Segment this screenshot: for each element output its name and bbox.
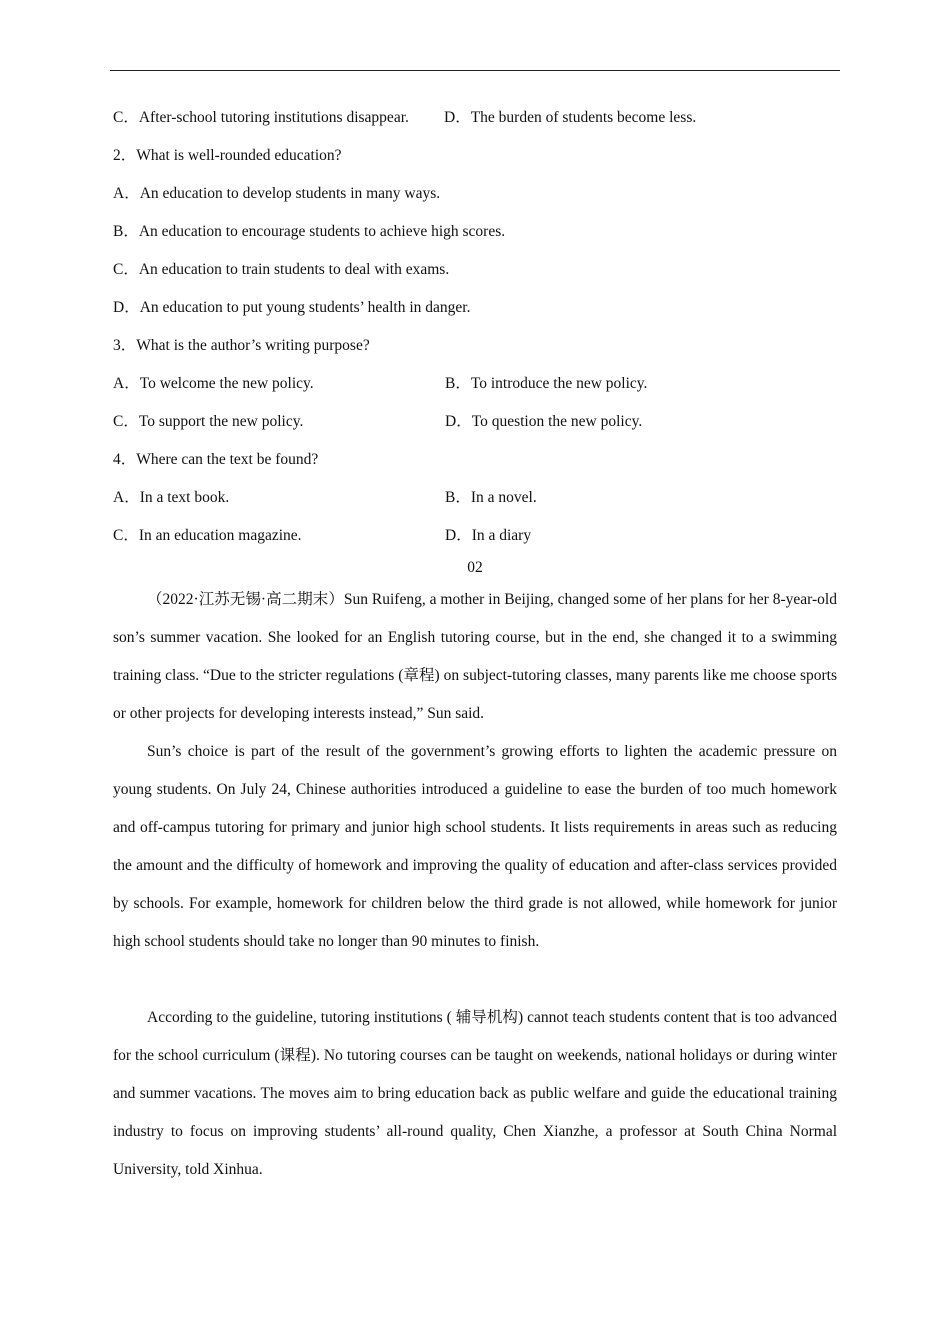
q3-option-a[interactable]: A．To welcome the new policy.	[113, 375, 314, 392]
q3-option-d[interactable]: D．To question the new policy.	[445, 413, 643, 430]
passage-number: 02	[467, 559, 483, 576]
q1-option-c[interactable]: C．After-school tutoring institutions disappear.	[113, 109, 409, 126]
q4-option-c[interactable]: C．In an education magazine.	[113, 527, 302, 544]
q4-option-a[interactable]: A．In a text book.	[113, 489, 230, 506]
passage-paragraph-2	[113, 733, 837, 961]
q2-question: 2．What is well-rounded education?	[113, 147, 342, 164]
passage-paragraph-1	[113, 581, 837, 733]
paragraph-text: According to the guideline, tutoring institutions ( 辅导机构) cannot teach students content that is too advanced for the school curriculum (课程). No tutoring courses can be taught on weekends, national holidays or during winter and summer vacations. The moves aim to bring education back as public welfare and guide the educational training industry to focus on improving students’ all-round quality, Chen Xianzhe, a professor at South China Normal University, told Xinhua.	[113, 1009, 837, 1178]
q2-option-b[interactable]: B．An education to encourage students to achieve high scores.	[113, 223, 506, 240]
q1-option-d[interactable]: D．The burden of students become less.	[444, 109, 697, 126]
q2-option-d[interactable]: D．An education to put young students’ health in danger.	[113, 299, 471, 316]
q2-option-c[interactable]: C．An education to train students to deal with exams.	[113, 261, 450, 278]
q3-option-c[interactable]: C．To support the new policy.	[113, 413, 304, 430]
passage-paragraph-3	[113, 999, 837, 1189]
q3-option-b[interactable]: B．To introduce the new policy.	[445, 375, 648, 392]
q4-question: 4．Where can the text be found?	[113, 451, 319, 468]
q4-option-b[interactable]: B．In a novel.	[445, 489, 537, 506]
paragraph-text: （2022·江苏无锡·高二期末）Sun Ruifeng, a mother in Beijing, changed some of her plans for her 8-year-old son’s summer vacation. She looked for an English tutoring course, but in the end, she changed it to a swimming training class. “Due to the stricter regulations (章程) on subject-tutoring classes, many parents like me choose sports or other projects for developing interests instead,” Sun said.	[113, 591, 837, 722]
q4-option-d[interactable]: D．In a diary	[445, 527, 532, 544]
paragraph-text: Sun’s choice is part of the result of the government’s growing efforts to lighten the academic pressure on young students. On July 24, Chinese authorities introduced a guideline to ease the burden of too much homework and off-campus tutoring for primary and junior high school students. It lists requirements in areas such as reducing the amount and the difficulty of homework and improving the quality of education and after-class services provided by schools. For example, homework for children below the third grade is not allowed, while homework for junior high school students should take no longer than 90 minutes to finish.	[113, 743, 837, 950]
q3-question: 3．What is the author’s writing purpose?	[113, 337, 370, 354]
header-rule	[110, 70, 840, 71]
q2-option-a[interactable]: A．An education to develop students in many ways.	[113, 185, 441, 202]
